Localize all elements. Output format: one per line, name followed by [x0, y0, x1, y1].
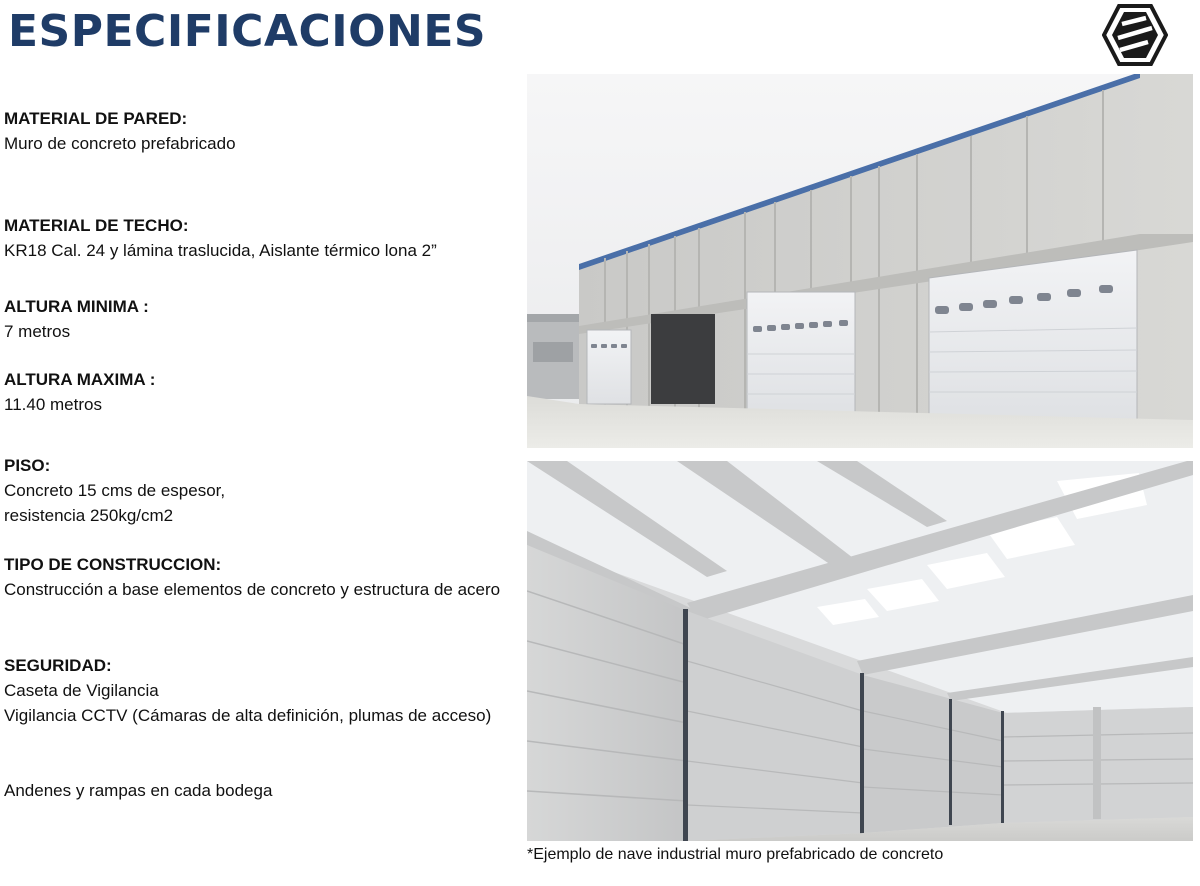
- spec-value: 11.40 metros: [4, 395, 102, 414]
- spec-value: Construcción a base elementos de concreto y estructura de acero: [4, 580, 501, 599]
- spec-value: resistencia 250kg/cm2: [4, 506, 174, 525]
- spec-value: Andenes y rampas en cada bodega: [4, 781, 273, 800]
- spec-label: TIPO DE CONSTRUCCION:: [4, 555, 222, 574]
- photo-caption: *Ejemplo de nave industrial muro prefabricado de concreto: [527, 846, 944, 863]
- spec-value: Caseta de Vigilancia: [4, 681, 159, 700]
- brand-logo-icon: [1102, 4, 1168, 66]
- spec-docks: [4, 778, 520, 803]
- spec-roof-material: [4, 214, 520, 263]
- spec-label: ALTURA MINIMA :: [4, 297, 149, 316]
- spec-construction-type: [4, 553, 520, 602]
- warehouse-exterior-photo: [527, 74, 1193, 448]
- spec-label: PISO:: [4, 456, 51, 475]
- spec-value: Concreto 15 cms de espesor,: [4, 481, 226, 500]
- spec-value: Muro de concreto prefabricado: [4, 134, 236, 153]
- spec-max-height: [4, 368, 520, 417]
- spec-label: SEGURIDAD:: [4, 656, 112, 675]
- spec-min-height: [4, 295, 520, 344]
- warehouse-interior-photo: [527, 461, 1193, 841]
- spec-wall-material: [4, 107, 520, 156]
- spec-value: KR18 Cal. 24 y lámina traslucida, Aislante térmico lona 2”: [4, 241, 437, 260]
- spec-label: MATERIAL DE PARED:: [4, 109, 188, 128]
- spec-label: MATERIAL DE TECHO:: [4, 216, 189, 235]
- page-title: ESPECIFICACIONES: [8, 6, 487, 57]
- spec-value: Vigilancia CCTV (Cámaras de alta definición, plumas de acceso): [4, 706, 492, 725]
- spec-floor: [4, 454, 520, 528]
- spec-security: [4, 654, 520, 728]
- spec-value: 7 metros: [4, 322, 71, 341]
- spec-label: ALTURA MAXIMA :: [4, 370, 156, 389]
